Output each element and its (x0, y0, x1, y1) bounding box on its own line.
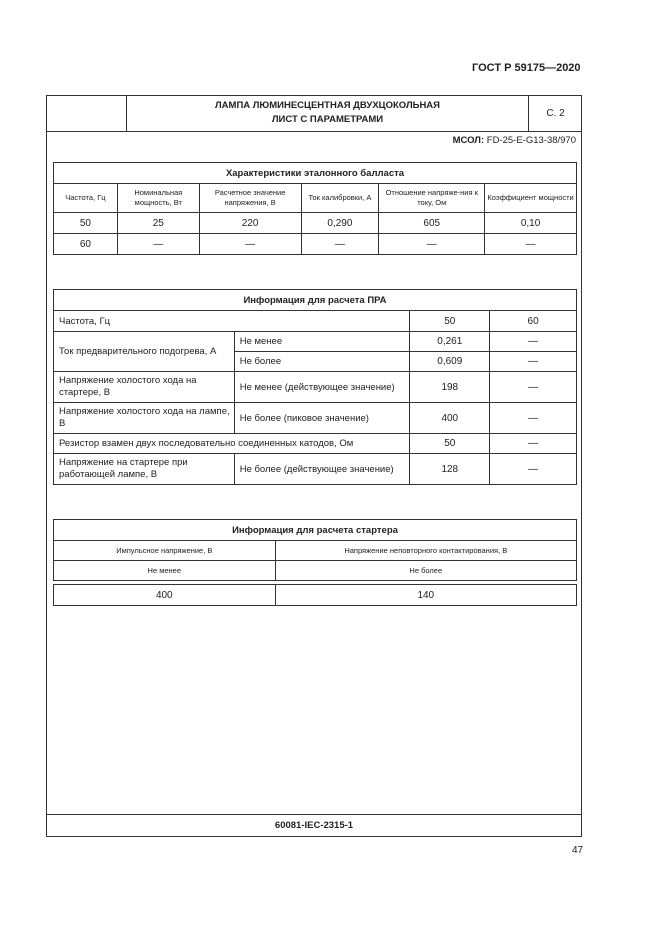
preheat-min-label: Не менее (234, 332, 410, 352)
msol-designation (453, 135, 576, 146)
preheat-label: Ток предварительного подогрева, А (54, 332, 235, 372)
starter-table-title: Информация для расчета стартера (54, 520, 577, 541)
sheet-title-line2: ЛИСТ С ПАРАМЕТРАМИ (271, 114, 384, 125)
col-condition: Не более (275, 561, 576, 581)
preheat-max-label: Не более (234, 352, 410, 372)
col-header: Номинальная мощность, Вт (117, 184, 199, 213)
col-header: Импульсное напряжение, В (54, 541, 276, 561)
table-cell: 60 (490, 311, 577, 332)
ocv-lamp-cond: Не более (пиковое значение) (234, 403, 410, 434)
table-cell: 140 (275, 585, 576, 606)
table-row (54, 372, 577, 403)
sheet-header (47, 96, 581, 132)
reference-ballast-table (53, 162, 577, 255)
sheet-code: 60081-IEC-2315-1 (47, 814, 581, 836)
table-cell: — (490, 434, 577, 454)
table-row (54, 311, 577, 332)
table-row (54, 213, 577, 234)
resistor-label: Резистор взамен двух последовательно соединенных катодов, Ом (54, 434, 410, 454)
table-cell: 25 (117, 213, 199, 234)
col-header: Напряжение неповторного контактирования, В (275, 541, 576, 561)
table-cell: — (490, 352, 577, 372)
table-cell: 605 (379, 213, 485, 234)
table-cell: — (490, 332, 577, 352)
sheet-title (127, 96, 528, 131)
col-header: Частота, Гц (54, 184, 118, 213)
msol-label: МСОЛ: (452, 135, 485, 146)
table-cell: — (199, 234, 301, 255)
table-row (54, 585, 577, 606)
col-condition: Не менее (54, 561, 276, 581)
ocv-lamp-label: Напряжение холостого хода на лампе, В (54, 403, 235, 434)
table-cell: — (379, 234, 485, 255)
freq-label: Частота, Гц (54, 311, 410, 332)
sheet-title-line1: ЛАМПА ЛЮМИНЕСЦЕНТНАЯ ДВУХЦОКОЛЬНАЯ (215, 100, 440, 111)
starter-calc-table (53, 519, 577, 606)
table-cell: — (490, 403, 577, 434)
starter-run-label: Напряжение на стартере при работающей лампе, В (54, 454, 235, 485)
col-header: Отношение напряже-ния к току, Ом (379, 184, 485, 213)
ballast-table-title: Характеристики эталонного балласта (54, 163, 577, 184)
table-cell: 0,261 (410, 332, 490, 352)
table-cell: — (490, 372, 577, 403)
page-number: 47 (572, 845, 584, 856)
pra-calc-table (53, 289, 577, 485)
table-row (54, 332, 577, 352)
table-cell: 198 (410, 372, 490, 403)
ocv-starter-label: Напряжение холостого хода на стартере, В (54, 372, 235, 403)
pra-table-title: Информация для расчета ПРА (54, 290, 577, 311)
table-row (54, 234, 577, 255)
table-row (54, 434, 577, 454)
table-cell: 400 (410, 403, 490, 434)
parameter-sheet-frame (46, 95, 582, 837)
table-cell: 128 (410, 454, 490, 485)
table-cell: 50 (54, 213, 118, 234)
table-cell: — (301, 234, 379, 255)
table-cell: 0,10 (485, 213, 577, 234)
ocv-starter-cond: Не менее (действующее значение) (234, 372, 410, 403)
starter-run-cond: Не более (действующее значение) (234, 454, 410, 485)
header-blank-cell (47, 96, 127, 131)
table-row (54, 454, 577, 485)
table-cell: — (117, 234, 199, 255)
col-header: Коэффициент мощности (485, 184, 577, 213)
sheet-page-ref: С. 2 (528, 96, 582, 131)
msol-value: FD-25-E-G13-38/970 (486, 135, 576, 146)
table-cell: 400 (54, 585, 276, 606)
table-cell: 0,609 (410, 352, 490, 372)
table-cell: 50 (410, 434, 490, 454)
table-cell: — (490, 454, 577, 485)
table-cell: 220 (199, 213, 301, 234)
standard-number: ГОСТ Р 59175—2020 (472, 62, 581, 74)
table-cell: 0,290 (301, 213, 379, 234)
col-header: Ток калибровки, А (301, 184, 379, 213)
table-cell: 60 (54, 234, 118, 255)
table-cell: 50 (410, 311, 490, 332)
table-cell: — (485, 234, 577, 255)
table-row (54, 403, 577, 434)
col-header: Расчетное значение напряжения, В (199, 184, 301, 213)
